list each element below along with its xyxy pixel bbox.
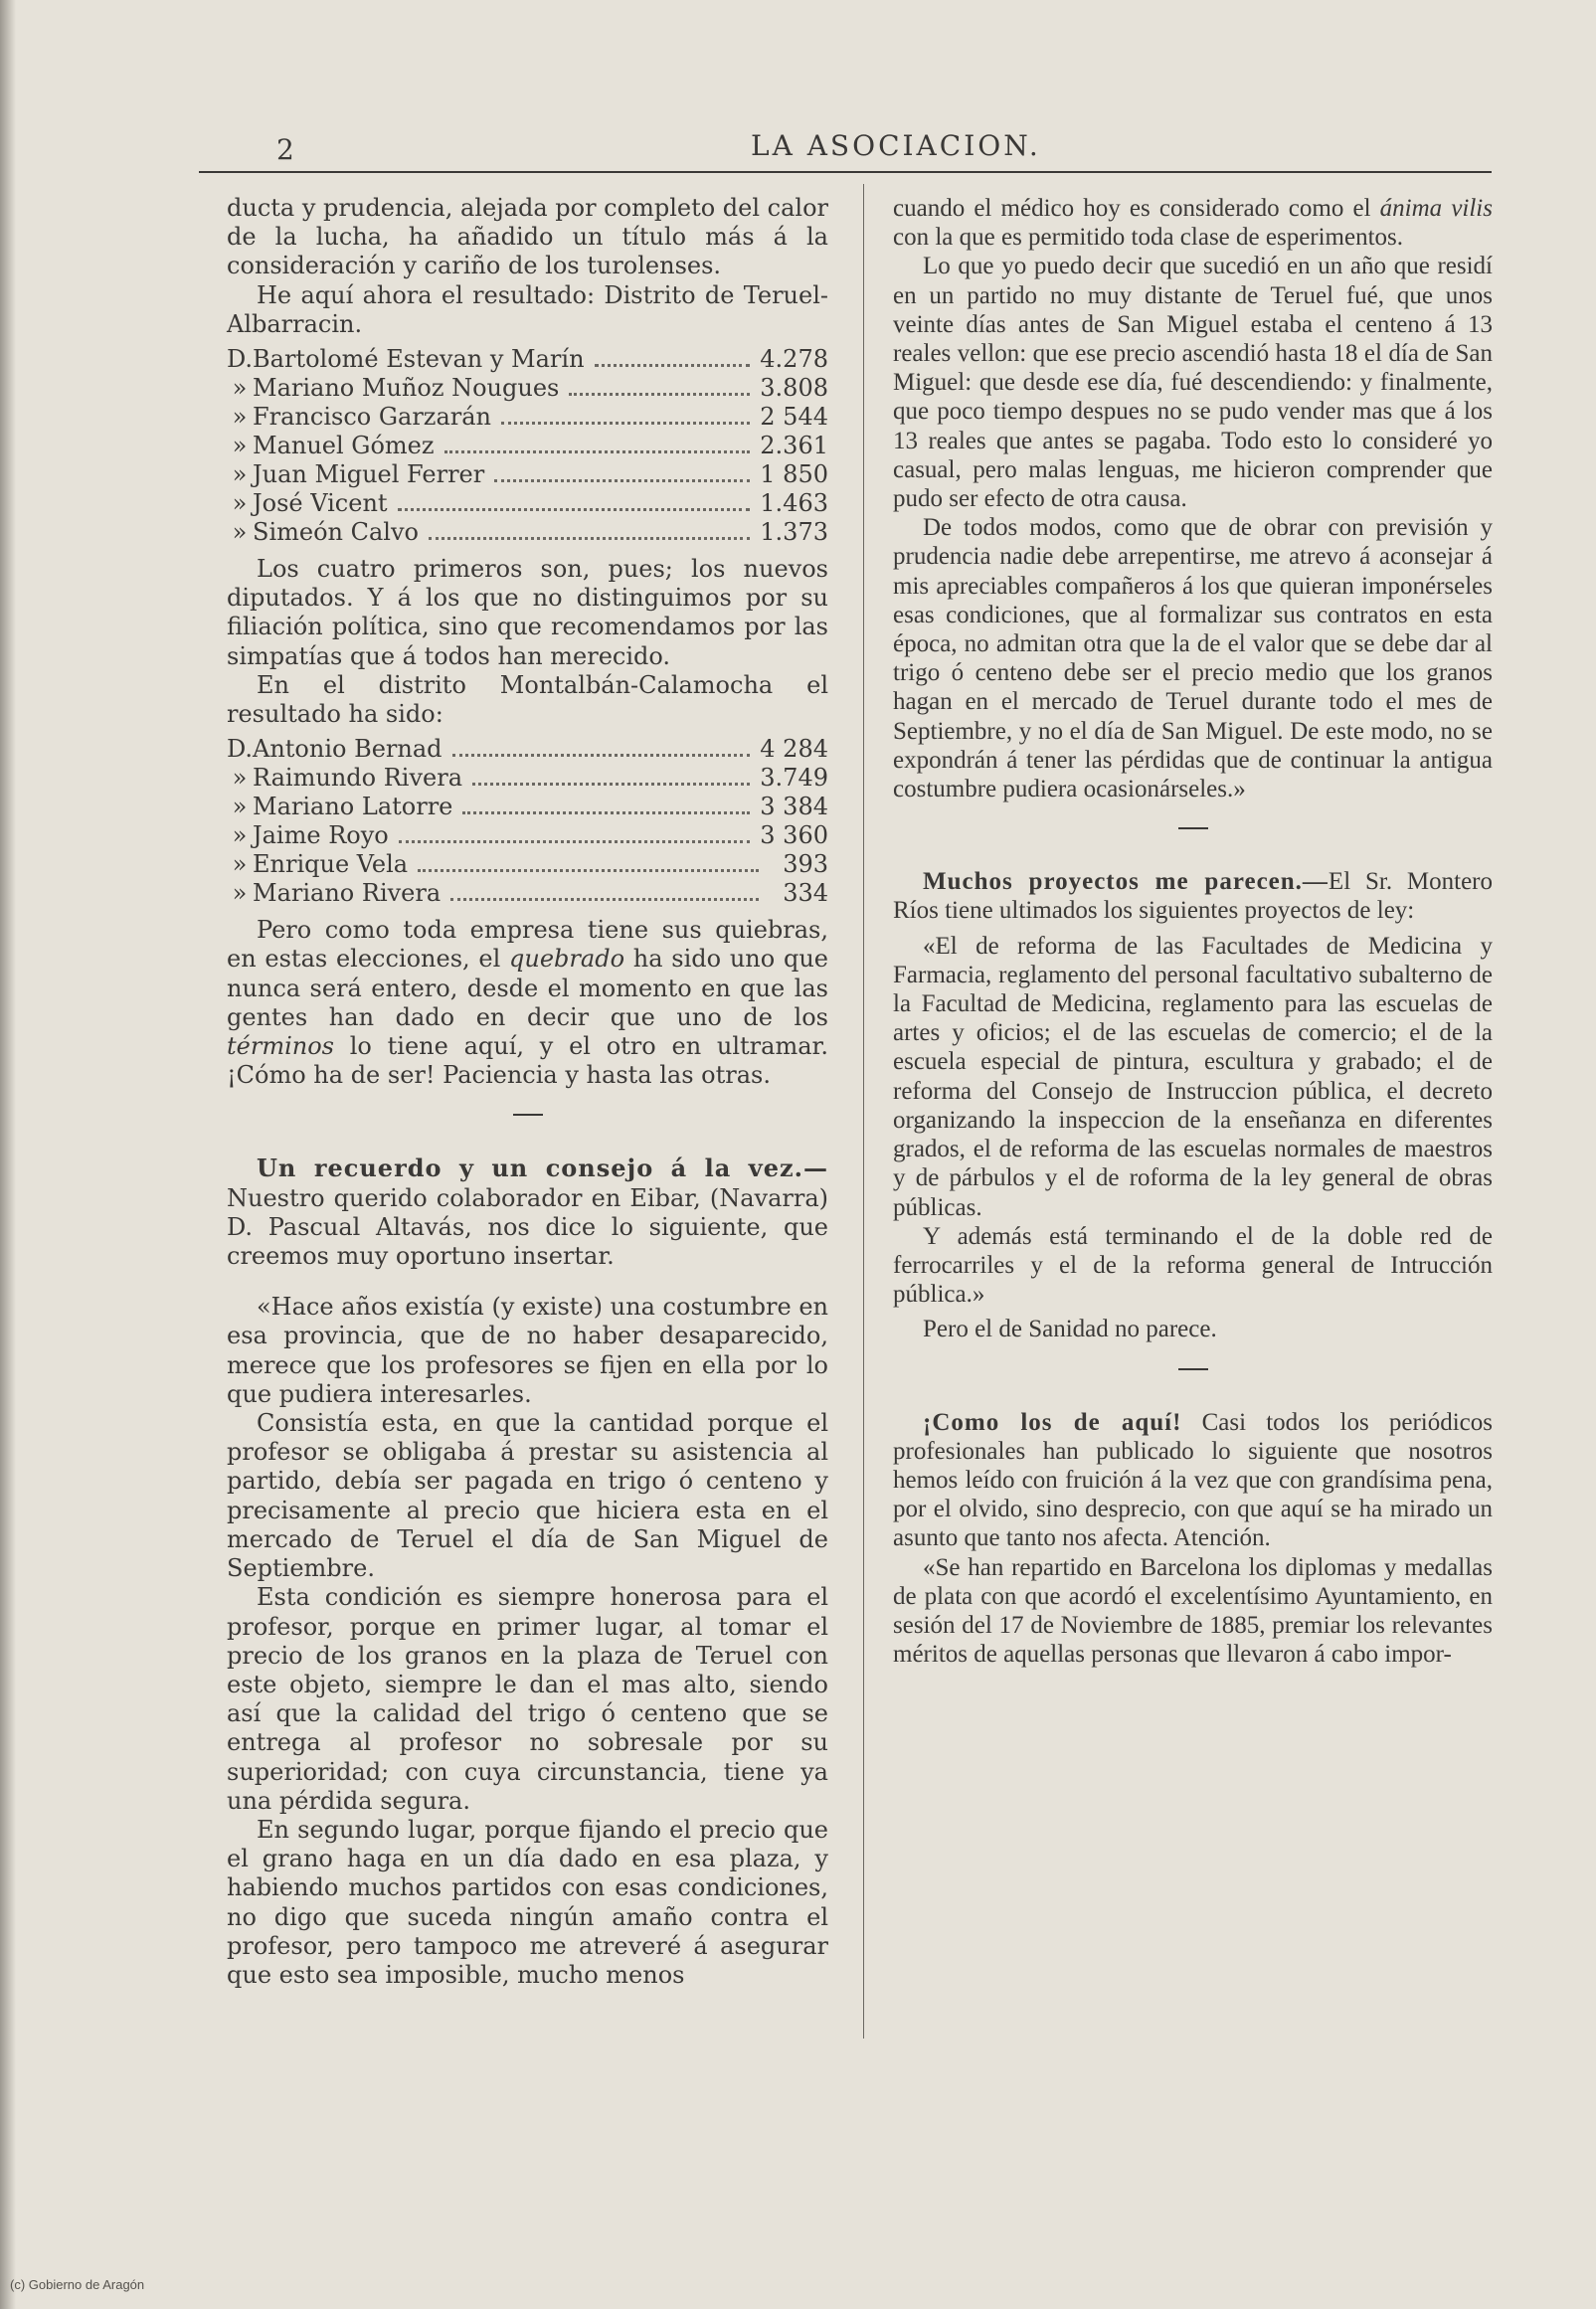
dot-leader <box>501 422 750 425</box>
vote-count: 1.373 <box>760 518 828 547</box>
vote-count: 3 384 <box>760 793 828 821</box>
paragraph: «El de reforma de las Facultades de Medicina y Farmacia, reglamento del personal facultativo subalterno de la Facultad de Medicina, reglamento para las escuelas de artes y oficios; el de las escuelas de comercio; el de la escuela especial de pintura, escultura y grabado; el de reforma del Consejo de Instruccion pública, el decreto organizando la inspeccion de la enseñanza en diferentes grados, el de reforma de las escuelas normales de maestros y de párbulos y el de roforma de la ley general de obras públicas. <box>893 932 1493 1221</box>
result-prefix: » <box>232 489 248 518</box>
paragraph: De todos modos, como que de obrar con previsión y prudencia nadie debe arrepentirse, me atrevo á aconsejar á mis apreciables compañeros á los que quieran imponérseles esas condiciones, que al formalizar sus contratos en esta época, no admitan otra que la de el valor que se debe dar al trigo ó centeno debe ser el precio medio que los granos hagan en el mercado de Teruel durante todo el mes de Septiembre, y no el día de San Miguel. De este modo, no se expondrán á tener las pérdidas que de continuar la antigua costumbre pudiera ocasionárseles.» <box>893 514 1493 803</box>
section-title: ¡Como los de aquí! <box>923 1408 1182 1436</box>
candidate-name: Simeón Calvo <box>253 518 419 547</box>
result-prefix: » <box>232 850 248 879</box>
page-header <box>199 119 1492 169</box>
paragraph: Los cuatro primeros son, pues; los nuevos diputados. Y á los que no distinguimos por su filiación política, sino que recomendamos por las simpatías que á todos han merecido. <box>227 555 828 670</box>
results-table-montalban-calamocha <box>227 735 828 908</box>
vote-count: 1.463 <box>760 489 828 518</box>
result-row <box>227 403 828 432</box>
result-prefix: » <box>232 432 248 460</box>
candidate-name: Jaime Royo <box>253 821 389 850</box>
result-row <box>227 460 828 489</box>
vote-count: 3.808 <box>760 374 828 403</box>
section-title: Un recuerdo y un consejo á la vez.— <box>257 1154 828 1183</box>
paragraph: «Se han repartido en Barcelona los diplomas y medallas de plata con que acordó el excelentísimo Ayuntamiento, en sesión del 17 de Noviembre de 1885, premiar los relevantes méritos de aquellas personas que llevaron á cabo impor- <box>893 1553 1493 1669</box>
section-divider <box>513 1114 543 1116</box>
right-column <box>893 194 1493 1669</box>
paragraph: ducta y prudencia, alejada por completo del calor de la lucha, ha añadido un título más á la consideración y cariño de los turolenses. <box>227 194 829 280</box>
paragraph: En el distrito Montalbán-Calamocha el resultado ha sido: <box>227 670 828 729</box>
page-edge-shadow <box>0 0 16 2309</box>
masthead-title: LA ASOCIACION. <box>751 129 1041 162</box>
section-divider <box>1178 1368 1208 1370</box>
result-prefix: » <box>232 403 248 432</box>
dot-leader <box>569 393 750 396</box>
candidate-name: Mariano Muñoz Nougues <box>253 374 560 403</box>
result-row <box>227 764 828 793</box>
candidate-name: Bartolomé Estevan y Marín <box>253 345 585 374</box>
column-divider <box>863 184 864 2039</box>
result-row <box>227 793 828 821</box>
candidate-name: Raimundo Rivera <box>253 764 463 793</box>
section-title: Muchos proyectos me parecen.— <box>923 868 1329 896</box>
vote-count: 4 284 <box>760 735 828 764</box>
paragraph: Y además está terminando el de la doble red de ferrocarriles y el de la reforma general de Intrucción pública.» <box>893 1222 1493 1309</box>
result-row <box>227 735 828 764</box>
candidate-name: Francisco Garzarán <box>253 403 491 432</box>
dot-leader <box>418 869 759 872</box>
result-row <box>227 850 828 879</box>
candidate-name: Juan Miguel Ferrer <box>253 460 485 489</box>
candidate-name: Manuel Gómez <box>253 432 435 460</box>
section-proyectos: Muchos proyectos me parecen.—El Sr. Montero Ríos tiene ultimados los siguientes proyectos de ley: <box>893 868 1493 925</box>
dot-leader <box>472 783 750 786</box>
candidate-name: Mariano Rivera <box>253 879 442 908</box>
dot-leader <box>450 898 759 901</box>
vote-count: 4.278 <box>760 345 828 374</box>
result-prefix: » <box>232 879 248 908</box>
paragraph: Esta condición es siempre honerosa para el profesor, porque en primer lugar, al tomar el precio de los granos en la plaza de Teruel con este objeto, siempre le dan el mas alto, siendo así que la calidad del trigo ó centeno que se entrega al profesor no sobresale por su superioridad; con cuya circunstancia, tiene ya una pérdida segura. <box>227 1583 828 1815</box>
dot-leader <box>429 537 750 540</box>
vote-count: 334 <box>783 879 828 908</box>
vote-count: 2.361 <box>760 432 828 460</box>
paragraph: En segundo lugar, porque fijando el precio que el grano haga en un día dado en esa plaza, y habiendo muchos partidos con esas condiciones, no digo que suceda ningún amaño contra el profesor, pero tampoco me atreveré á asegurar que esto sea imposible, mucho menos <box>227 1815 828 1989</box>
result-prefix: » <box>232 821 248 850</box>
candidate-name: Mariano Latorre <box>253 793 453 821</box>
paragraph: He aquí ahora el resultado: Distrito de Teruel-Albarracin. <box>227 280 828 338</box>
result-row <box>227 821 828 850</box>
result-prefix: » <box>232 793 248 821</box>
page-number: 2 <box>276 133 294 166</box>
candidate-name: Antonio Bernad <box>253 735 443 764</box>
section-divider <box>1178 827 1208 829</box>
result-prefix: D. <box>227 345 254 374</box>
header-rule <box>199 171 1492 173</box>
dot-leader <box>462 811 750 814</box>
paragraph: Consistía esta, en que la cantidad porque el profesor se obligaba á prestar su asistencia al partido, debía ser pagada en trigo ó centeno y precisamente al precio que hiciera esta en el mercado de Teruel el día de San Miguel de Septiembre. <box>227 1409 828 1583</box>
paragraph: Lo que yo puedo decir que sucedió en un año que residí en un partido no muy distante de Teruel fué, que unos veinte días antes de San Miguel estaba el centeno á 13 reales vellon: que ese precio ascendió hasta 18 el día de San Miguel: que desde ese día, fué descendiendo: y finalmente, que poco tiempo despues no se pudo vender mas que á los 13 reales que antes se pagaba. Todo esto lo consideré yo casual, pero malas lenguas, me hicieron comprender que pudo ser efecto de otra causa. <box>893 253 1493 513</box>
copyright-credit: (c) Gobierno de Aragón <box>10 2277 145 2292</box>
section-como-los-de-aqui: ¡Como los de aquí! Casi todos los periódicos profesionales han publicado lo siguiente que nosotros hemos leído con fruición á la vez que con grandísima pena, por el olvido, sino desprecio, con que aquí se ha mirado un asunto que tanto nos afecta. Atención. <box>893 1408 1493 1552</box>
dot-leader <box>452 754 751 757</box>
result-row <box>227 374 828 403</box>
dot-leader <box>595 364 751 367</box>
dot-leader <box>398 508 751 511</box>
dot-leader <box>444 450 751 453</box>
result-prefix: » <box>232 764 248 793</box>
paragraph-quebrado: Pero como toda empresa tiene sus quiebras, en estas elecciones, el quebrado ha sido uno que nunca será entero, desde el momento en que las gentes han dado en decir que uno de los términos lo tiene aquí, y el otro en ultramar. ¡Cómo ha de ser! Paciencia y hasta las otras. <box>227 916 828 1090</box>
result-row <box>227 432 828 460</box>
paragraph: Pero el de Sanidad no parece. <box>923 1316 1217 1343</box>
result-prefix: D. <box>227 735 254 764</box>
left-column <box>227 194 828 1990</box>
dot-leader <box>399 840 751 843</box>
section-recuerdo: Un recuerdo y un consejo á la vez.— Nuestro querido colaborador en Eibar, (Navarra) D. Pascual Altavás, nos dice lo siguiente, que creemos muy oportuno insertar. <box>227 1154 828 1271</box>
candidate-name: José Vicent <box>253 489 388 518</box>
result-row <box>227 879 828 908</box>
vote-count: 3.749 <box>760 764 828 793</box>
paragraph: «Hace años existía (y existe) una costumbre en esa provincia, que de no haber desaparecido, merece que los profesores se fijen en ella por lo que pudiera interesarles. <box>227 1293 828 1408</box>
results-table-teruel-albarracin <box>227 345 828 547</box>
result-prefix: » <box>232 374 248 403</box>
candidate-name: Enrique Vela <box>253 850 409 879</box>
vote-count: 1 850 <box>760 460 828 489</box>
vote-count: 393 <box>783 850 828 879</box>
result-prefix: » <box>232 460 248 489</box>
result-prefix: » <box>232 518 248 547</box>
dot-leader <box>494 479 750 482</box>
result-row <box>227 345 828 374</box>
result-row <box>227 489 828 518</box>
result-row <box>227 518 828 547</box>
vote-count: 2 544 <box>760 403 828 432</box>
paragraph-anima-vilis: cuando el médico hoy es considerado como el ánima vilis con la que es permitido toda clase de esperimentos. <box>893 195 1493 252</box>
vote-count: 3 360 <box>760 821 828 850</box>
